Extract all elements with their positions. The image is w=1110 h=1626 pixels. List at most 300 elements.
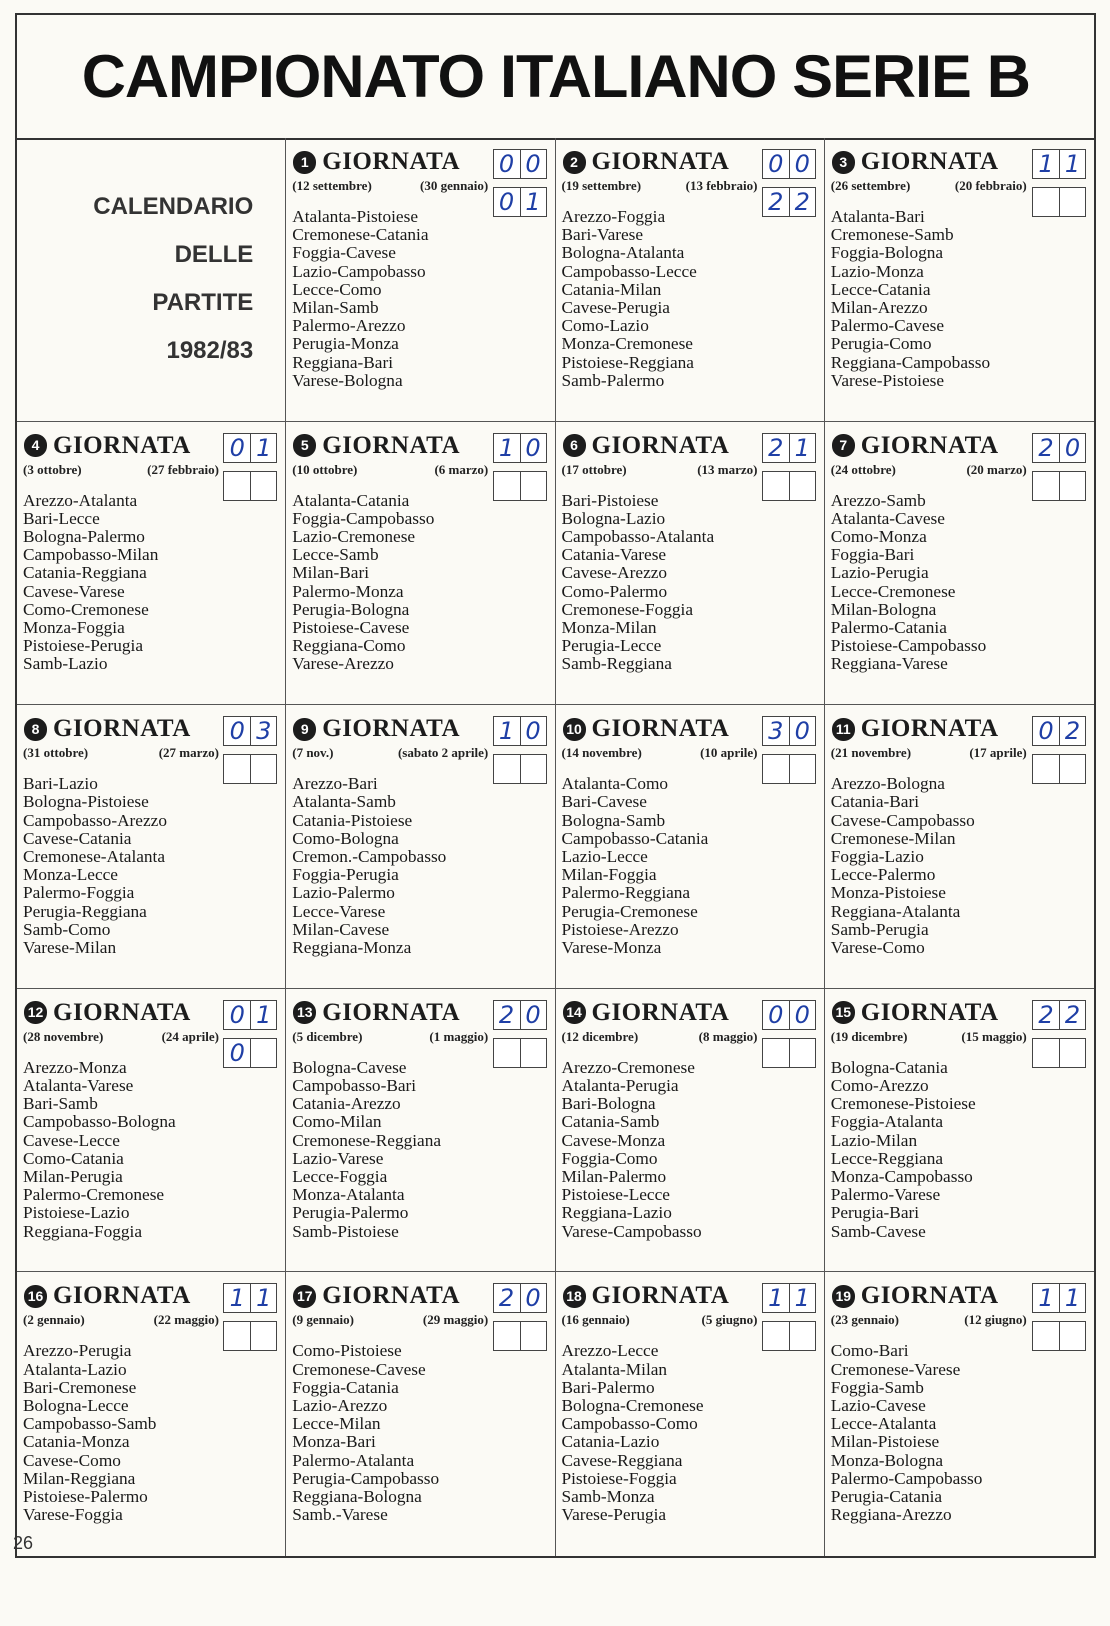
score-home[interactable]: 2: [768, 188, 784, 216]
match-item: Bologna-Palermo: [23, 527, 145, 546]
giornata-dates: [831, 178, 1027, 194]
giornata-16: [17, 1272, 286, 1556]
match-item: Milan-Reggiana: [23, 1468, 136, 1488]
date-ritorno: (27 marzo): [158, 745, 219, 761]
giornata-7: [825, 422, 1094, 706]
match-item: Reggiana-Arezzo: [830, 1505, 952, 1525]
match-item: Lecce-Varese: [292, 901, 386, 921]
score-box-andata[interactable]: [493, 1000, 547, 1030]
match-item: Monza-Milan: [561, 618, 657, 638]
match-item: Campobasso-Arezzo: [23, 810, 167, 830]
score-home[interactable]: 0: [229, 1038, 245, 1067]
intro-cell: [17, 138, 286, 422]
score-home[interactable]: [494, 472, 520, 500]
match-item: Samb-Pistoiese: [292, 1221, 399, 1241]
match-item: Atalanta-Perugia: [561, 1076, 679, 1095]
match-item: Bari-Bologna: [561, 1094, 656, 1114]
score-away[interactable]: [520, 755, 546, 783]
match-item: Samb-Monza: [561, 1487, 655, 1507]
score-box-ritorno[interactable]: [223, 471, 277, 501]
giornata-header: [293, 715, 460, 743]
match-item: Perugia-Campobasso: [292, 1468, 440, 1488]
score-box-ritorno[interactable]: [1032, 754, 1086, 784]
score-box-ritorno[interactable]: [762, 471, 816, 501]
match-item: Lazio-Monza: [830, 261, 924, 281]
score-home[interactable]: 3: [768, 717, 784, 746]
match-item: Catania-Arezzo: [292, 1094, 401, 1114]
score-home[interactable]: 2: [498, 1284, 515, 1313]
giornata-number-badge: 11: [832, 718, 855, 741]
giornata-label: GIORNATA: [53, 715, 191, 743]
giornata-13: [286, 989, 555, 1273]
match-item: Pistoiese-Campobasso: [830, 636, 987, 656]
score-away[interactable]: [520, 472, 546, 500]
score-home[interactable]: [1033, 188, 1059, 216]
date-andata: (19 dicembre): [830, 1028, 908, 1044]
date-ritorno: (8 maggio): [698, 1028, 758, 1044]
score-away[interactable]: 0: [520, 717, 546, 745]
score-away[interactable]: [520, 1039, 546, 1067]
date-ritorno: (30 gennaio): [420, 178, 489, 193]
match-item: Lecce-Cremonese: [830, 581, 956, 601]
match-item: Palermo-Cremonese: [23, 1185, 165, 1205]
score-home[interactable]: [494, 1322, 520, 1350]
match-item: Monza-Foggia: [23, 618, 125, 638]
date-andata: (17 ottobre): [561, 461, 627, 477]
match-item: Como-Lazio: [561, 316, 649, 336]
giornata-18: [556, 1272, 825, 1556]
match-item: Palermo-Catania: [830, 618, 947, 638]
score-away[interactable]: 1: [520, 188, 546, 216]
match-item: Foggia-Catania: [292, 1377, 399, 1397]
score-box-andata[interactable]: [1032, 149, 1086, 179]
score-home[interactable]: [1033, 472, 1059, 500]
match-item: Samb-Lazio: [23, 654, 108, 674]
giornata-label: GIORNATA: [53, 998, 191, 1026]
score-away[interactable]: [789, 472, 815, 500]
match-item: Cremon.-Campobasso: [292, 847, 447, 866]
match-item: Lazio-Milan: [830, 1130, 918, 1150]
giornata-header: [832, 999, 999, 1027]
score-away[interactable]: 3: [250, 717, 276, 745]
match-item: Cavese-Como: [23, 1450, 121, 1470]
score-home[interactable]: [763, 472, 789, 500]
match-item: Cremonese-Reggiana: [292, 1130, 442, 1150]
giornata-number-badge: 16: [24, 1285, 47, 1308]
score-away[interactable]: 1: [789, 434, 815, 462]
match-item: Lecce-Atalanta: [830, 1414, 937, 1434]
score-away[interactable]: 0: [520, 150, 546, 178]
score-box-andata[interactable]: [493, 1283, 547, 1313]
match-item: Monza-Pistoiese: [830, 883, 946, 903]
match-item: Varese-Arezzo: [292, 654, 394, 674]
giornata-dates: [292, 178, 488, 194]
match-item: Cavese-Arezzo: [561, 563, 668, 583]
match-list: [562, 775, 709, 957]
match-item: Cavese-Campobasso: [830, 810, 975, 830]
match-item: Como-Bari: [830, 1341, 909, 1361]
score-away[interactable]: [250, 472, 276, 500]
score-away[interactable]: 2: [1059, 1001, 1085, 1029]
match-item: Milan-Samb: [292, 298, 379, 318]
match-item: Palermo-Foggia: [23, 883, 135, 903]
match-item: Pistoiese-Perugia: [23, 636, 143, 656]
giornata-header: [563, 1282, 730, 1310]
score-away[interactable]: [1059, 188, 1085, 216]
score-away[interactable]: [789, 1039, 815, 1067]
score-box-ritorno[interactable]: [762, 754, 816, 784]
score-box-andata[interactable]: [493, 716, 547, 746]
calendar-sheet: [15, 13, 1096, 1558]
score-away[interactable]: 1: [250, 1001, 276, 1029]
match-item: Reggiana-Campobasso: [830, 352, 991, 372]
date-ritorno: (24 aprile): [161, 1028, 219, 1044]
giornata-dates: [562, 745, 758, 761]
match-item: Varese-Bologna: [292, 370, 403, 390]
match-item: Lecce-Samb: [292, 545, 379, 565]
score-box-andata[interactable]: [223, 716, 277, 746]
score-away[interactable]: [250, 1039, 276, 1067]
score-away[interactable]: 1: [789, 1284, 815, 1312]
date-andata: (2 gennaio): [23, 1312, 85, 1328]
score-home[interactable]: 2: [498, 1000, 515, 1029]
score-away[interactable]: [250, 1322, 276, 1350]
giornata-number-badge: 14: [563, 1001, 586, 1024]
match-item: Palermo-Campobasso: [830, 1468, 983, 1488]
giornata-label: GIORNATA: [53, 1282, 191, 1310]
match-item: Lecce-Foggia: [292, 1167, 388, 1187]
score-home[interactable]: [763, 755, 789, 783]
score-home[interactable]: 2: [1038, 1000, 1054, 1029]
match-item: Atalanta-Varese: [23, 1076, 134, 1095]
giornata-label: GIORNATA: [591, 431, 730, 459]
match-item: Varese-Milan: [23, 938, 117, 958]
giornata-number-badge: 19: [832, 1285, 855, 1308]
match-item: Foggia-Cavese: [292, 243, 396, 263]
score-box-ritorno[interactable]: [223, 1321, 277, 1351]
match-item: Foggia-Bari: [830, 545, 915, 565]
score-box-ritorno[interactable]: [223, 754, 277, 784]
match-item: Bari-Lazio: [23, 774, 98, 794]
giornata-19: [825, 1272, 1094, 1556]
match-item: Cavese-Perugia: [561, 298, 670, 318]
score-away[interactable]: 1: [250, 1284, 276, 1312]
giornata-number-badge: 2: [563, 151, 586, 174]
score-home[interactable]: 0: [229, 1000, 245, 1029]
score-box-andata[interactable]: [1032, 716, 1086, 746]
score-away[interactable]: 1: [250, 434, 276, 462]
score-away[interactable]: 0: [520, 434, 546, 462]
match-item: Arezzo-Lecce: [561, 1341, 659, 1361]
match-item: Foggia-Perugia: [292, 865, 399, 885]
match-list: [831, 1059, 976, 1241]
date-andata: (5 dicembre): [292, 1028, 363, 1044]
match-item: Atalanta-Pistoiese: [292, 207, 418, 226]
match-item: Como-Cremonese: [23, 599, 149, 619]
score-home[interactable]: 0: [229, 433, 245, 462]
match-item: Cremonese-Pistoiese: [830, 1094, 976, 1114]
score-away[interactable]: [1059, 1322, 1085, 1350]
score-box-andata[interactable]: [762, 149, 816, 179]
match-item: Bologna-Lazio: [561, 508, 666, 528]
score-box-ritorno[interactable]: [493, 754, 547, 784]
score-box-andata[interactable]: [493, 433, 547, 463]
score-away[interactable]: 1: [1059, 150, 1085, 178]
score-box-ritorno[interactable]: [223, 1038, 277, 1068]
giornata-dates: [23, 1312, 219, 1328]
match-item: Bari-Varese: [561, 225, 644, 245]
date-andata: (23 gennaio): [830, 1312, 899, 1328]
giornata-1: [286, 138, 555, 422]
giornata-header: [832, 715, 999, 743]
match-item: Lazio-Varese: [292, 1148, 384, 1168]
date-andata: (26 settembre): [830, 178, 911, 193]
score-away[interactable]: [789, 755, 815, 783]
score-home[interactable]: 0: [498, 150, 515, 178]
date-andata: (12 settembre): [292, 178, 372, 193]
score-home[interactable]: 1: [1038, 150, 1054, 178]
score-home[interactable]: [224, 755, 250, 783]
score-box-andata[interactable]: [762, 1000, 816, 1030]
score-home[interactable]: 0: [498, 188, 515, 216]
match-item: Cavese-Varese: [23, 581, 125, 601]
score-home[interactable]: [224, 472, 250, 500]
giornata-number-badge: 17: [293, 1285, 316, 1308]
match-item: Foggia-Bologna: [830, 243, 944, 263]
score-box-andata[interactable]: [1032, 1000, 1086, 1030]
score-home[interactable]: 0: [229, 717, 245, 746]
match-item: Cremonese-Samb: [830, 225, 954, 245]
match-item: Arezzo-Foggia: [561, 207, 666, 226]
giornata-header: [563, 715, 730, 743]
giornata-header: [293, 999, 460, 1027]
giornata-number-badge: 9: [293, 718, 316, 741]
score-home[interactable]: 0: [1038, 717, 1054, 746]
date-ritorno: (12 giugno): [964, 1312, 1027, 1328]
giornata-number-badge: 6: [563, 434, 586, 457]
date-andata: (24 ottobre): [830, 461, 896, 477]
match-item: Cavese-Reggiana: [561, 1450, 683, 1470]
match-item: Cremonese-Foggia: [561, 599, 693, 619]
score-box-andata[interactable]: [223, 433, 277, 463]
score-home[interactable]: [763, 1322, 789, 1350]
score-away[interactable]: 0: [789, 150, 815, 178]
giornata-dates: [831, 462, 1027, 478]
score-home[interactable]: [494, 1039, 520, 1067]
match-item: Milan-Pistoiese: [830, 1432, 940, 1452]
giornata-number-badge: 10: [563, 718, 586, 741]
match-item: Cavese-Lecce: [23, 1130, 120, 1150]
match-item: Lazio-Cremonese: [292, 527, 416, 546]
giornata-number-badge: 18: [563, 1285, 586, 1308]
match-list: [562, 492, 715, 674]
score-home[interactable]: 1: [1038, 1284, 1054, 1313]
giornata-label: GIORNATA: [53, 431, 191, 459]
giornata-8: [17, 705, 286, 989]
schedule-grid: [17, 138, 1094, 1556]
giornata-9: [286, 705, 555, 989]
giornata-dates: [831, 1312, 1027, 1328]
date-ritorno: (5 giugno): [701, 1312, 758, 1328]
giornata-label: GIORNATA: [322, 148, 461, 175]
score-box-ritorno[interactable]: [762, 187, 816, 217]
score-home[interactable]: [1033, 1322, 1059, 1350]
giornata-label: GIORNATA: [591, 998, 730, 1026]
giornata-label: GIORNATA: [322, 715, 461, 743]
score-home[interactable]: [1033, 1039, 1059, 1067]
score-away[interactable]: 0: [789, 1001, 815, 1029]
score-away[interactable]: 2: [1059, 717, 1085, 745]
date-andata: (10 ottobre): [292, 461, 358, 477]
match-item: Lecce-Milan: [292, 1414, 381, 1434]
date-ritorno: (17 aprile): [969, 745, 1027, 761]
score-home[interactable]: 2: [768, 433, 784, 462]
match-list: [831, 1342, 983, 1524]
date-ritorno: (15 maggio): [961, 1028, 1027, 1044]
score-home[interactable]: [224, 1322, 250, 1350]
giornata-header: [563, 432, 730, 460]
score-home[interactable]: 2: [1038, 433, 1054, 462]
match-item: Perugia-Cremonese: [561, 901, 698, 921]
score-box-ritorno[interactable]: [1032, 1321, 1086, 1351]
score-home[interactable]: 0: [768, 150, 784, 178]
match-item: Reggiana-Varese: [830, 654, 948, 674]
score-home[interactable]: 1: [498, 717, 515, 746]
score-box-andata[interactable]: [762, 433, 816, 463]
match-list: [562, 1059, 702, 1241]
match-item: Milan-Perugia: [23, 1167, 123, 1187]
match-item: Campobasso-Bologna: [23, 1112, 176, 1132]
score-away[interactable]: 1: [1059, 1284, 1085, 1312]
match-item: Bari-Cavese: [561, 792, 647, 812]
score-home[interactable]: 1: [229, 1284, 245, 1313]
date-ritorno: (6 marzo): [434, 461, 489, 477]
score-away[interactable]: 0: [520, 1001, 546, 1029]
score-away[interactable]: 0: [1059, 434, 1085, 462]
giornata-dates: [23, 1029, 219, 1045]
date-andata: (28 novembre): [23, 1028, 104, 1044]
match-item: Foggia-Atalanta: [830, 1112, 944, 1132]
score-box-ritorno[interactable]: [1032, 187, 1086, 217]
match-item: Bologna-Cavese: [292, 1057, 407, 1077]
score-box-ritorno[interactable]: [493, 471, 547, 501]
match-item: Samb-Palermo: [561, 370, 665, 390]
score-away[interactable]: [1059, 755, 1085, 783]
score-box-ritorno[interactable]: [1032, 1038, 1086, 1068]
match-item: Reggiana-Foggia: [23, 1221, 143, 1241]
match-item: Cavese-Monza: [561, 1130, 666, 1150]
score-home[interactable]: [763, 1039, 789, 1067]
score-away[interactable]: [1059, 1039, 1085, 1067]
giornata-2: [556, 138, 825, 422]
score-box-ritorno[interactable]: [493, 187, 547, 217]
match-item: Foggia-Lazio: [830, 847, 924, 866]
giornata-header: [832, 432, 999, 460]
match-item: Samb-Perugia: [830, 919, 929, 939]
date-ritorno: (1 maggio): [429, 1028, 489, 1044]
match-item: Lazio-Campobasso: [292, 261, 426, 281]
score-home[interactable]: 1: [498, 433, 515, 462]
match-item: Cremonese-Atalanta: [23, 847, 166, 866]
score-away[interactable]: 2: [789, 188, 815, 216]
giornata-15: [825, 989, 1094, 1273]
score-home[interactable]: 0: [768, 1000, 784, 1029]
score-box-ritorno[interactable]: [493, 1038, 547, 1068]
date-ritorno: (22 maggio): [153, 1312, 219, 1328]
match-item: Como-Arezzo: [830, 1076, 929, 1095]
score-box-ritorno[interactable]: [493, 1321, 547, 1351]
match-item: Perugia-Catania: [830, 1487, 943, 1507]
score-box-ritorno[interactable]: [762, 1321, 816, 1351]
score-box-andata[interactable]: [762, 716, 816, 746]
score-away[interactable]: 0: [789, 717, 815, 745]
match-item: Bari-Cremonese: [23, 1377, 137, 1397]
match-list: [23, 1342, 156, 1524]
giornata-label: GIORNATA: [591, 715, 730, 743]
match-item: Bologna-Atalanta: [561, 243, 685, 263]
match-item: Lazio-Perugia: [830, 563, 929, 583]
match-list: [292, 208, 428, 390]
match-item: Como-Palermo: [561, 581, 668, 601]
score-away[interactable]: [520, 1322, 546, 1350]
page-number: 26: [13, 1533, 34, 1553]
giornata-17: [286, 1272, 555, 1556]
giornata-label: GIORNATA: [591, 148, 730, 175]
match-item: Perugia-Bari: [830, 1203, 920, 1223]
giornata-number-badge: 8: [24, 718, 47, 741]
score-home[interactable]: [494, 755, 520, 783]
match-item: Campobasso-Bari: [292, 1076, 417, 1095]
score-box-andata[interactable]: [1032, 1283, 1086, 1313]
score-box-andata[interactable]: [223, 1283, 277, 1313]
date-ritorno: (sabato 2 aprile): [397, 745, 489, 761]
intro-line-2: DELLE: [174, 241, 254, 269]
giornata-dates: [292, 462, 488, 478]
match-item: Perugia-Como: [830, 334, 932, 354]
giornata-dates: [562, 1029, 758, 1045]
match-item: Foggia-Samb: [830, 1377, 924, 1397]
score-away[interactable]: [250, 755, 276, 783]
match-item: Samb-Cavese: [830, 1221, 926, 1241]
match-item: Catania-Bari: [830, 792, 920, 812]
score-box-andata[interactable]: [493, 149, 547, 179]
giornata-dates: [562, 1312, 758, 1328]
match-list: [292, 775, 446, 957]
score-home[interactable]: 1: [768, 1284, 784, 1313]
score-away[interactable]: [1059, 472, 1085, 500]
match-item: Pistoiese-Arezzo: [561, 919, 679, 939]
match-item: Lecce-Reggiana: [830, 1148, 944, 1168]
match-item: Reggiana-Como: [292, 636, 406, 656]
score-box-ritorno[interactable]: [1032, 471, 1086, 501]
match-item: Bari-Palermo: [561, 1377, 655, 1397]
match-item: Reggiana-Bari: [292, 352, 394, 372]
date-ritorno: (20 marzo): [966, 461, 1027, 477]
match-item: Como-Milan: [292, 1112, 382, 1132]
score-box-andata[interactable]: [762, 1283, 816, 1313]
match-item: Como-Bologna: [292, 828, 399, 848]
score-box-andata[interactable]: [223, 1000, 277, 1030]
score-box-andata[interactable]: [1032, 433, 1086, 463]
match-list: [831, 492, 987, 674]
match-item: Monza-Bologna: [830, 1450, 944, 1470]
score-box-ritorno[interactable]: [762, 1038, 816, 1068]
score-away[interactable]: 0: [520, 1284, 546, 1312]
match-item: Lazio-Palermo: [292, 883, 395, 903]
match-item: Atalanta-Lazio: [23, 1359, 127, 1379]
score-home[interactable]: [1033, 755, 1059, 783]
score-away[interactable]: [789, 1322, 815, 1350]
